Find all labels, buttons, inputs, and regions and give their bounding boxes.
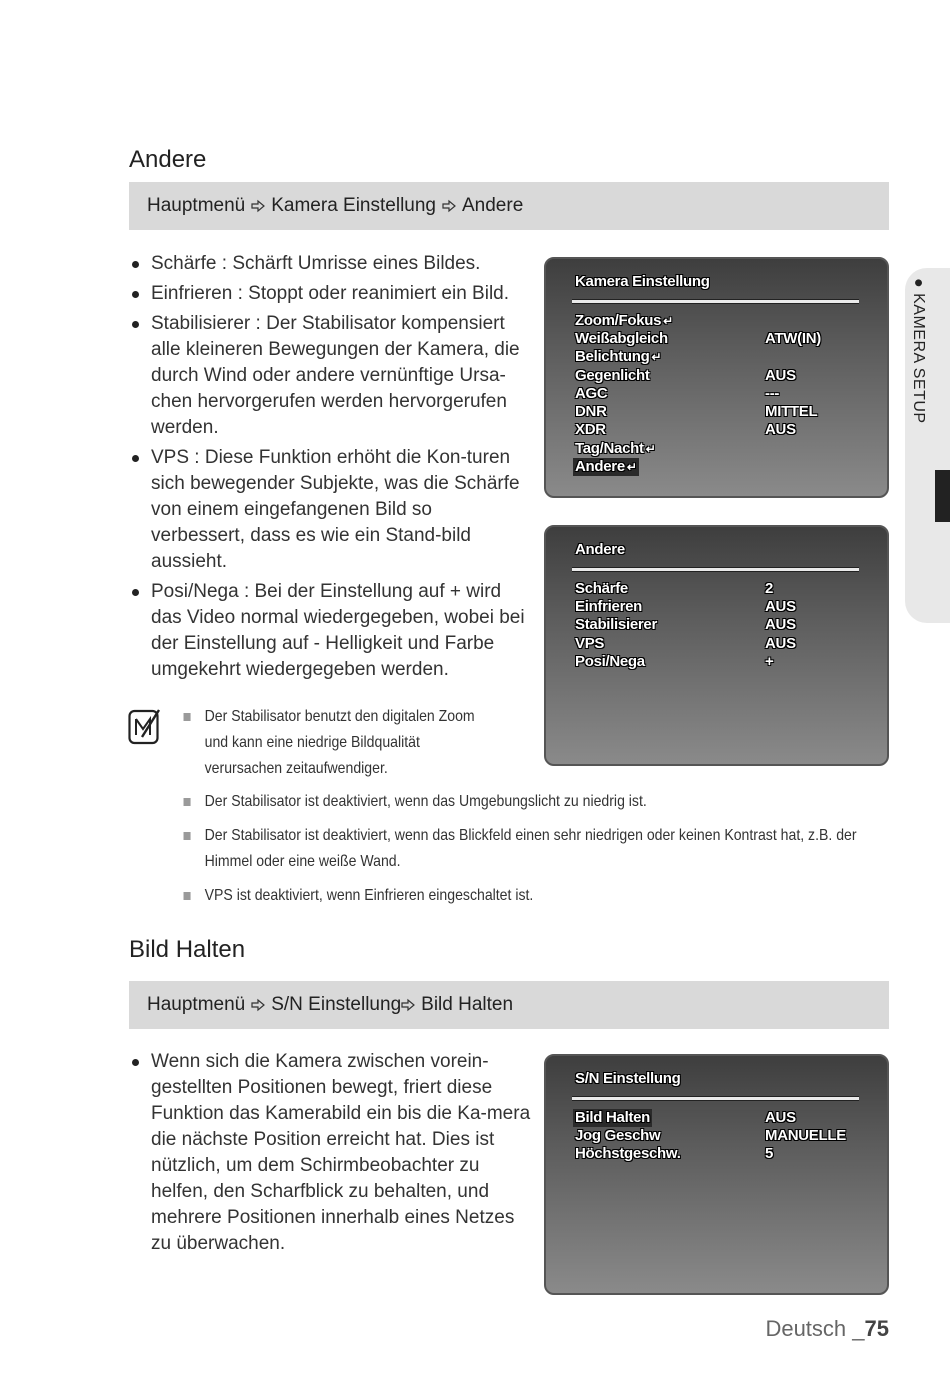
osd-divider — [572, 567, 859, 572]
arrow-icon — [251, 981, 265, 1029]
path-item: Kamera Einstellung — [271, 195, 436, 216]
page-number: 75 — [864, 1316, 889, 1341]
osd-value: --- — [765, 385, 780, 402]
osd-row — [575, 348, 867, 366]
note-item: Der Stabilisator ist deaktiviert, wenn das Blickfeld einen sehr niedrigen oder keinen Kontrast hat, z.B. der Himmel oder eine weiße Wand. — [180, 823, 889, 875]
osd-label: Andere — [575, 458, 625, 475]
list-item: Stabilisierer : Der Stabilisator kompensiert alle kleineren Bewegungen der Kamera, die durch Wind oder andere vernünftige Ursa-chen hervorgerufen werden hervorgerufen werden. — [129, 311, 531, 441]
osd-row — [575, 1145, 867, 1163]
osd-value: AUS — [765, 367, 796, 384]
osd-andere — [544, 525, 889, 766]
osd-row — [575, 635, 867, 653]
osd-label: AGC — [575, 385, 608, 402]
osd-title: Andere — [575, 541, 625, 558]
menu-path-bild-halten — [129, 981, 889, 1029]
osd-label: Bild Halten — [575, 1109, 651, 1126]
note-item: VPS ist deaktiviert, wenn Einfrieren eingeschaltet ist. — [180, 883, 889, 909]
osd-row — [575, 330, 867, 348]
osd-value: MANUELLE — [765, 1127, 846, 1144]
osd-divider — [572, 299, 859, 304]
osd-label: Zoom/Fokus — [575, 312, 662, 329]
osd-row — [575, 403, 867, 421]
osd-value: ATW(IN) — [765, 330, 821, 347]
list-item: Wenn sich die Kamera zwischen vorein-gestellten Positionen bewegt, friert diese Funktion das Kamerabild ein bis die Ka-mera die nächste Position erreicht hat. Dies ist nützlich, um dem Schirmbeobachter zu helfen, den Scharfblick zu behalten, und mehrere Positionen innerhalb eines Netzes zu überwachen. — [129, 1049, 531, 1257]
side-tab-text: KAMERA SETUP — [910, 293, 927, 424]
footer-language: Deutsch _ — [765, 1316, 865, 1341]
osd-value: + — [765, 653, 774, 670]
osd-label: Posi/Nega — [575, 653, 645, 670]
path-item: Hauptmenü — [147, 195, 246, 216]
page-footer — [765, 1316, 889, 1342]
osd-row — [575, 616, 867, 634]
osd-sn-settings — [544, 1054, 889, 1295]
osd-value: 2 — [765, 580, 774, 597]
osd-label: Tag/Nacht — [575, 440, 644, 457]
osd-label: Gegenlicht — [575, 367, 650, 384]
osd-value: AUS — [765, 598, 796, 615]
enter-icon: ↵ — [651, 350, 662, 364]
osd-value: AUS — [765, 616, 796, 633]
arrow-icon — [442, 182, 456, 230]
osd-label: Schärfe — [575, 580, 628, 597]
osd-value: 5 — [765, 1145, 774, 1162]
osd-row-selected — [575, 458, 867, 476]
section-title-bild-halten: Bild Halten — [129, 936, 246, 963]
osd-row-selected — [575, 1109, 867, 1127]
osd-label: Stabilisierer — [575, 616, 657, 633]
osd-row — [575, 580, 867, 598]
osd-label: DNR — [575, 403, 607, 420]
osd-label: Belichtung — [575, 348, 650, 365]
osd-divider — [572, 1096, 859, 1101]
note-block-2 — [180, 789, 889, 917]
osd-title: S/N Einstellung — [575, 1070, 681, 1087]
osd-title: Kamera Einstellung — [575, 273, 710, 290]
note-block-1 — [180, 704, 497, 790]
enter-icon: ↵ — [663, 314, 673, 328]
osd-label: Weißabgleich — [575, 330, 668, 347]
osd-label: VPS — [575, 635, 605, 652]
side-tab-label — [909, 278, 927, 424]
feature-list-andere — [129, 251, 531, 687]
arrow-icon — [251, 182, 265, 230]
osd-label: Einfrieren — [575, 598, 643, 615]
osd-row — [575, 1127, 867, 1145]
feature-list-bild-halten — [129, 1049, 531, 1261]
osd-value: AUS — [765, 1109, 796, 1126]
osd-value: MITTEL — [765, 403, 818, 420]
osd-row — [575, 312, 867, 330]
enter-icon: ↵ — [626, 460, 637, 474]
list-item: Posi/Nega : Bei der Einstellung auf + wird das Video normal wiedergegeben, wobei bei der Einstellung auf - Helligkeit und Farbe umgekehrt wiedergegeben werden. — [129, 579, 531, 683]
arrow-icon — [401, 981, 415, 1029]
list-item: VPS : Diese Funktion erhöht die Kon-turen sich bewegender Subjekte, was die Schärfe von einem eingefangenen Bild so verbessert, dass es wie ein Stand-bild aussieht. — [129, 445, 531, 575]
enter-icon: ↵ — [645, 442, 656, 456]
osd-row — [575, 367, 867, 385]
bullet-dot: ● — [910, 278, 927, 294]
osd-row — [575, 440, 867, 458]
osd-row — [575, 421, 867, 439]
list-item: Einfrieren : Stoppt oder reanimiert ein Bild. — [129, 281, 531, 307]
menu-path-andere — [129, 182, 889, 230]
osd-camera-settings — [544, 257, 889, 498]
path-item: Andere — [462, 195, 524, 216]
note-item: Der Stabilisator ist deaktiviert, wenn das Umgebungslicht zu niedrig ist. — [180, 789, 889, 815]
list-item: Schärfe : Schärft Umrisse eines Bildes. — [129, 251, 531, 277]
section-title-andere: Andere — [129, 146, 207, 173]
osd-row — [575, 598, 867, 616]
note-item: Der Stabilisator benutzt den digitalen Zoom und kann eine niedrige Bildqualität verursachen zeitaufwendiger. — [180, 704, 497, 782]
osd-value: AUS — [765, 635, 796, 652]
path-item: S/N Einstellung — [271, 994, 402, 1015]
side-tab-marker — [935, 470, 950, 522]
osd-row — [575, 653, 867, 671]
osd-label: Jog Geschw — [575, 1127, 661, 1144]
osd-row — [575, 385, 867, 403]
path-item: Hauptmenü — [147, 994, 246, 1015]
note-icon — [128, 707, 162, 750]
osd-label: Höchstgeschw. — [575, 1145, 681, 1162]
osd-value: AUS — [765, 421, 796, 438]
osd-label: XDR — [575, 421, 606, 438]
path-item: Bild Halten — [421, 994, 514, 1015]
